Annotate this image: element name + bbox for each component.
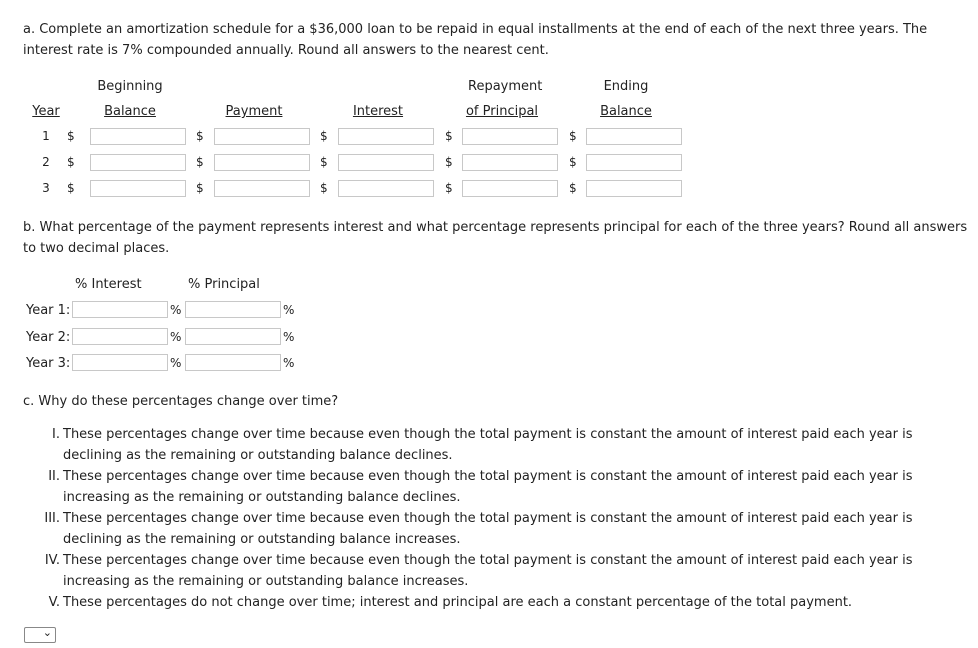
currency-symbol: $	[67, 181, 75, 195]
option-number: II.	[48, 469, 60, 484]
principal-repayment-input[interactable]	[462, 180, 558, 197]
option-text: These percentages change over time because even though the total payment is constant the amount of interest paid each year is declining as the remaining or outstanding balance increases.	[63, 511, 913, 547]
principal-repayment-input[interactable]	[462, 128, 558, 145]
row-year: 1	[42, 129, 50, 143]
currency-symbol: $	[569, 129, 577, 143]
percent-symbol: %	[283, 356, 295, 370]
header-ending-top: Ending	[603, 79, 649, 94]
option-item	[43, 466, 963, 508]
header-interest: Interest	[352, 104, 404, 119]
percent-interest-input[interactable]	[72, 301, 168, 318]
payment-input[interactable]	[214, 180, 310, 197]
header-percent-interest: % Interest	[75, 277, 142, 292]
option-text: These percentages change over time because even though the total payment is constant the amount of interest paid each year is declining as the remaining or outstanding balance declines.	[63, 427, 913, 463]
header-repayment-bottom: of Principal	[465, 104, 539, 119]
header-repayment-top: Repayment	[468, 79, 543, 94]
ending-balance-input[interactable]	[586, 180, 682, 197]
option-item	[43, 550, 963, 592]
percent-principal-input[interactable]	[185, 301, 281, 318]
currency-symbol: $	[320, 155, 328, 169]
currency-symbol: $	[196, 181, 204, 195]
currency-symbol: $	[196, 155, 204, 169]
payment-input[interactable]	[214, 128, 310, 145]
percent-principal-input[interactable]	[185, 328, 281, 345]
option-number: V.	[48, 595, 60, 610]
percent-interest-input[interactable]	[72, 354, 168, 371]
currency-symbol: $	[445, 155, 453, 169]
option-number: IV.	[44, 553, 60, 568]
option-number: III.	[44, 511, 60, 526]
part-c-prompt: c. Why do these percentages change over time?	[23, 394, 339, 409]
row-year: 3	[42, 181, 50, 195]
part-b-prompt: b. What percentage of the payment represents interest and what percentage represents principal for each of the three years? Round all answers to two decimal places.	[23, 220, 968, 256]
header-ending-bottom: Balance	[600, 104, 652, 119]
ending-balance-input[interactable]	[586, 154, 682, 171]
currency-symbol: $	[569, 181, 577, 195]
year-label: Year 2:	[26, 330, 71, 345]
header-year: Year	[32, 104, 60, 119]
percent-principal-input[interactable]	[185, 354, 281, 371]
option-text: These percentages change over time because even though the total payment is constant the amount of interest paid each year is increasing as the remaining or outstanding balance declines.	[63, 469, 913, 505]
currency-symbol: $	[445, 129, 453, 143]
currency-symbol: $	[569, 155, 577, 169]
beginning-balance-input[interactable]	[90, 154, 186, 171]
header-beginning-top: Beginning	[97, 79, 163, 94]
interest-input[interactable]	[338, 180, 434, 197]
principal-repayment-input[interactable]	[462, 154, 558, 171]
percent-symbol: %	[170, 356, 182, 370]
percent-symbol: %	[170, 303, 182, 317]
percent-symbol: %	[170, 330, 182, 344]
percent-symbol: %	[283, 330, 295, 344]
currency-symbol: $	[320, 129, 328, 143]
part-a-prompt: a. Complete an amortization schedule for a $36,000 loan to be repaid in equal installments at the end of each of the next three years. The interest rate is 7% compounded annually. Round all answers to the nearest cent.	[23, 22, 928, 58]
currency-symbol: $	[196, 129, 204, 143]
year-label: Year 3:	[26, 356, 71, 371]
interest-input[interactable]	[338, 128, 434, 145]
option-item	[43, 508, 963, 550]
ending-balance-input[interactable]	[586, 128, 682, 145]
beginning-balance-input[interactable]	[90, 128, 186, 145]
option-number: I.	[52, 427, 60, 442]
payment-input[interactable]	[214, 154, 310, 171]
header-percent-principal: % Principal	[188, 277, 260, 292]
currency-symbol: $	[67, 129, 75, 143]
interest-input[interactable]	[338, 154, 434, 171]
option-text: These percentages do not change over time; interest and principal are each a constant percentage of the total payment.	[63, 595, 853, 610]
beginning-balance-input[interactable]	[90, 180, 186, 197]
option-text: These percentages change over time because even though the total payment is constant the amount of interest paid each year is increasing as the remaining or outstanding balance increases.	[63, 553, 913, 589]
percent-interest-input[interactable]	[72, 328, 168, 345]
year-label: Year 1:	[26, 303, 71, 318]
currency-symbol: $	[67, 155, 75, 169]
answer-select[interactable]	[24, 627, 56, 643]
option-item	[43, 424, 963, 466]
currency-symbol: $	[320, 181, 328, 195]
header-payment: Payment	[225, 104, 283, 119]
header-beginning-bottom: Balance	[104, 104, 156, 119]
currency-symbol: $	[445, 181, 453, 195]
option-item	[43, 592, 963, 613]
row-year: 2	[42, 155, 50, 169]
chevron-down-icon: ⌄	[42, 626, 52, 639]
percent-symbol: %	[283, 303, 295, 317]
